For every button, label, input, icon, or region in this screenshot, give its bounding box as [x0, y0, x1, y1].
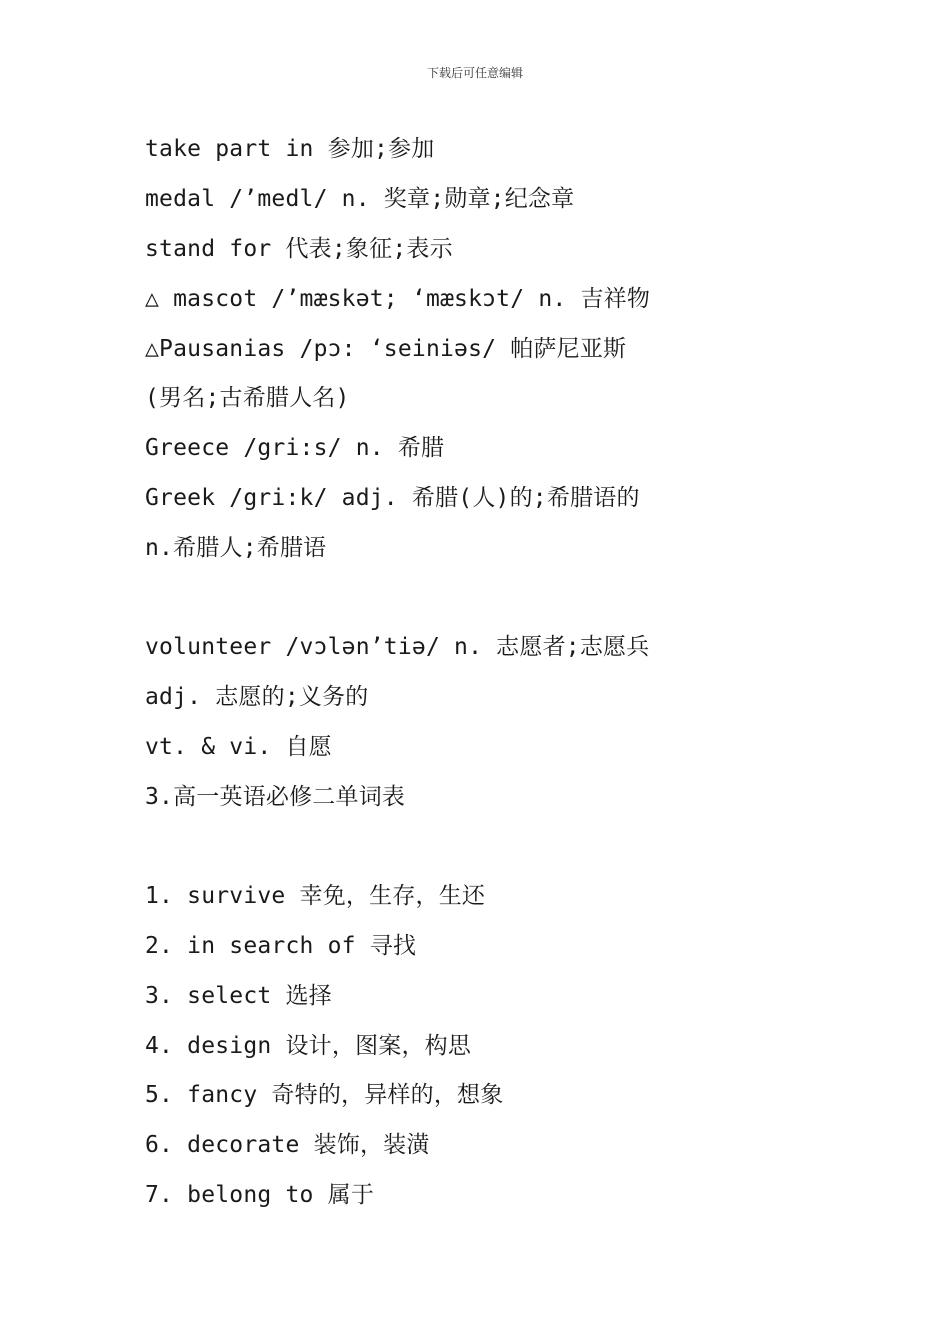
text-line: stand for 代表;象征;表示	[145, 236, 453, 262]
text-line: Greece /gri:s/ n. 希腊	[145, 435, 445, 461]
list-item: 6. decorate 装饰，装潢	[145, 1132, 430, 1158]
text-line: Greek /gri:k/ adj. 希腊(人)的;希腊语的	[145, 485, 640, 511]
text-line: take part in 参加;参加	[145, 136, 435, 162]
list-item: 7. belong to 属于	[145, 1182, 375, 1208]
text-line: medal /’medl/ n. 奖章;勋章;纪念章	[145, 186, 575, 212]
section-heading: 3.高一英语必修二单词表	[145, 784, 406, 810]
list-item: 2. in search of 寻找	[145, 933, 417, 959]
text-line: adj. 志愿的;义务的	[145, 684, 369, 710]
list-item: 3. select 选择	[145, 983, 332, 1009]
list-item: 1. survive 幸免，生存，生还	[145, 883, 486, 909]
text-line: vt. & vi. 自愿	[145, 734, 332, 760]
text-line: volunteer /vɔlən’tiə/ n. 志愿者;志愿兵	[145, 634, 650, 660]
text-line: △ mascot /’mæskət; ‘mæskɔt/ n. 吉祥物	[145, 286, 651, 312]
text-line: (男名;古希腊人名)	[145, 385, 350, 411]
text-line: n.希腊人;希腊语	[145, 535, 327, 561]
page-header: 下载后可任意编辑	[426, 66, 523, 80]
text-line: △Pausanias /pɔ: ‘seiniəs/ 帕萨尼亚斯	[145, 336, 627, 362]
list-item: 5. fancy 奇特的，异样的，想象	[145, 1082, 504, 1108]
list-item: 4. design 设计，图案，构思	[145, 1033, 472, 1059]
